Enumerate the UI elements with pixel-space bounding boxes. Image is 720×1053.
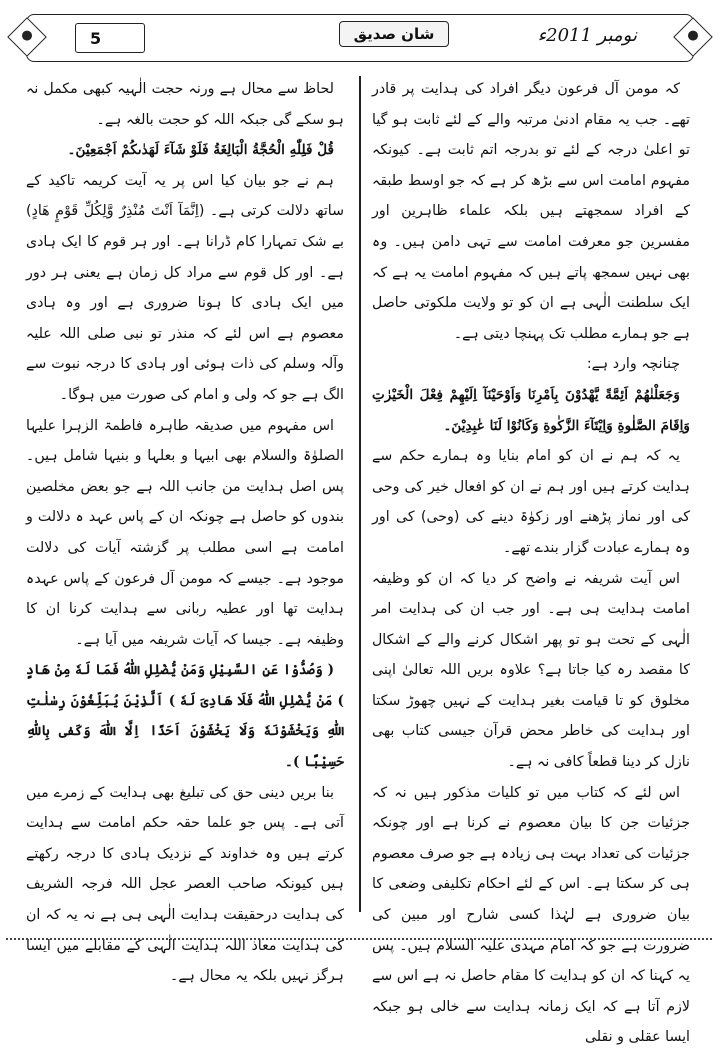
paragraph: اس آیت شریفہ نے واضح کر دیا کہ ان کو وظیفہ امامت ہدایت ہی ہے۔ اور جب ان کی ہدایت امر الٰہی کے تحت ہو تو پھر اشکال کرنے والے کے اشکال کا مقصد رہ کیا جاتا ہے؟ علاوہ بریں اللہ تعالیٰ اپنی مخلوق کو تا قیامت بغیر ہدایت کے نہیں چھوڑ سکتا اور ہدایت کی خاطر محض قرآن جیسی کتاب بھی نازل کر دینا قطعاً کافی نہ ہے۔	[372, 570, 690, 771]
paragraph: یہ کہ ہم نے ان کو امام بنایا وہ ہمارے حکم سے ہدایت کرتے ہیں اور ہم نے ان کو افعال خیر کی وحی کی اور نماز پڑھنے اور زکوٰۃ دینے کی (وحی) کی اور وہ ہمارے عبادت گزار بندے تھے۔	[372, 448, 690, 556]
magazine-title: شان صدیق	[339, 21, 449, 47]
quran-verse: وَجَعَلْنٰهُمْ اَئِمَّةً یَّهْدُوْنَ بِاَمْرِنَا وَاَوْحَیْنَآ اِلَیْهِمْ فِعْلَ الْخَیْرٰتِ وَاِقَامَ الصَّلٰوةِ وَاِیْتَآءَ الزَّكٰوةِ وَكَانُوْا لَنَا عٰبِدِیْنَ۔	[372, 386, 690, 434]
ornament-icon	[7, 17, 47, 57]
paragraph: کہ مومن آل فرعون دیگر افراد کی ہدایت پر قادر تھے۔ جب یہ مقام ادنیٰ مرتبہ والے کے لئے ثابت ہو گیا تو اعلیٰ درجہ کے لئے تو بدرجہ اتم ثابت ہے۔ کیونکہ مفہوم امامت اس سے بڑھ کر ہے کہ جو اوسط طبقہ کے افراد سمجھتے ہیں بلکہ علماء ظاہرین اور مفسرین جو معرفت امامت سے تہی دامن ہیں۔ وہ بھی نہیں سمجھ پاتے ہیں کہ مفہوم امامت یہ ہے کہ ایک سلطنت الٰہی ہے ان کو تو ولایت ملکوتی حاصل ہے جو ہمارے مطلب تک پہنچا دیتی ہے۔	[372, 81, 690, 342]
issue-date: نومبر 2011ء	[537, 25, 637, 46]
column-divider	[359, 76, 361, 912]
paragraph: بنا بریں دینی حق کی تبلیغ بھی ہدایت کے زمرے میں آتی ہے۔ پس جو علما حقہ حکم امامت سے ہدایت کرتے ہیں وہ خداوند کے نزدیک ہادی کا درجہ رکھتے ہیں کیونکہ صاحب العصر عجل اللہ فرجہ الشریف کی ہدایت درحقیقت ہدایت الٰہی ہی ہے نہ یہ کہ ان کی ہدایت معاذ اللہ ہدایت الٰہی کے مقابلے میں ایسا ہرگز نہیں بلکہ یہ محال ہے۔	[26, 784, 344, 985]
paragraph: اس مفہوم میں صدیقہ طاہرہ فاطمۃ الزہرا علیہا الصلوٰۃ والسلام بھی ابیہا و بعلہا و بنیہا شامل ہیں۔ پس اصل ہدایت من جانب اللہ ہے جو بعض مخلصین بندوں کو حاصل ہے چونکہ ان کے پاس عہد ہ دلالت و امامت ہے اسی مطلب پر گزشتہ آیات کی دلالت موجود ہے۔ جیسے کہ مومن آل فرعون کے پاس عہدہ ہدایت تھا اور عطیہ ربانی سے ہدایت کرنا ان کا وظیفہ ہے۔ جیسا کہ آیات شریفہ میں آیا ہے۔	[26, 417, 344, 648]
page-header	[26, 14, 694, 62]
footer-border	[6, 938, 712, 940]
paragraph: چنانچہ وارد ہے:	[586, 356, 680, 373]
paragraph: لحاظ سے محال ہے ورنہ حجت الٰہیہ کبھی مکمل نہ ہو سکے گی جبکہ اللہ کو حجت بالغہ ہے۔	[26, 81, 344, 128]
ornament-icon	[673, 17, 713, 57]
left-column	[26, 74, 344, 985]
page-number: 5	[75, 23, 145, 53]
right-column	[372, 74, 690, 1046]
quran-verse: قُلْ فَلِلّٰهِ الْحُجَّةُ الْبَالِغَةُ فَلَوْ شَآءَ لَهَدٰىكُمْ اَجْمَعِیْنَ۔	[67, 142, 334, 159]
paragraph: اس لئے کہ کتاب میں تو کلیات مذکور ہیں نہ کہ جزئیات جن کا بیان معصوم نے کرنا ہے اور چونکہ جزئیات کی تعداد بہت ہی زیادہ ہے جو صرف معصوم ہی کر سکتا ہے۔ اس کے لئے احکام تکلیفی وضعی کا بیان ضروری ہے لہٰذا کسی شارح اور مبین کی ضرورت ہے جو کہ امام مہدی علیہ السلام ہیں۔ پس یہ کہنا کہ ان کو ہدایت کا مقام حاصل نہ ہے اس سے لازم آتا ہے کہ ایک زمانہ ہدایت سے خالی ہو جبکہ ایسا عقلی و نقلی	[372, 784, 690, 1046]
quran-verse: ( وَصُدُّوْا عَنِ السَّبِیْلِ وَمَنْ یُّضْلِلِ اللّٰهُ فَمَا لَهٗ مِنْ هَادٍ ) مَنْ یُّضْلِلِ اللّٰهُ فَلَا هَادِیَ لَهٗ ) اَلَّذِیْنَ یُبَلِّغُوْنَ رِسٰلٰتِ اللّٰهِ وَیَخْشَوْنَهٗ وَلَا یَخْشَوْنَ اَحَدًا اِلَّا اللّٰهَ وَكَفٰى بِاللّٰهِ حَسِیْبًا )۔	[26, 662, 344, 771]
paragraph: ہم نے جو بیان کیا اس پر یہ آیت کریمہ تاکید کے ساتھ دلالت کرتی ہے۔ (اِنَّمَآ اَنْتَ مُنْذِرٌ وَّلِكُلِّ قَوْمٍ هَادٍ) بے شک تمہارا کام ڈرانا ہے۔ اور ہر قوم کا ایک ہادی ہے۔ اور کل قوم سے مراد کل زمان ہے یعنی ہر دور میں ایک ہادی کا ہونا ضروری ہے اور وہ ہادی معصوم ہے اس لئے کہ منذر تو نبی صلی اللہ علیہ وآلہ وسلم کی ذات ہوئی اور ہادی کا درجہ نبوت سے الگ ہے جو کہ ولی و امام کی صورت میں ہوگا۔	[26, 172, 344, 403]
